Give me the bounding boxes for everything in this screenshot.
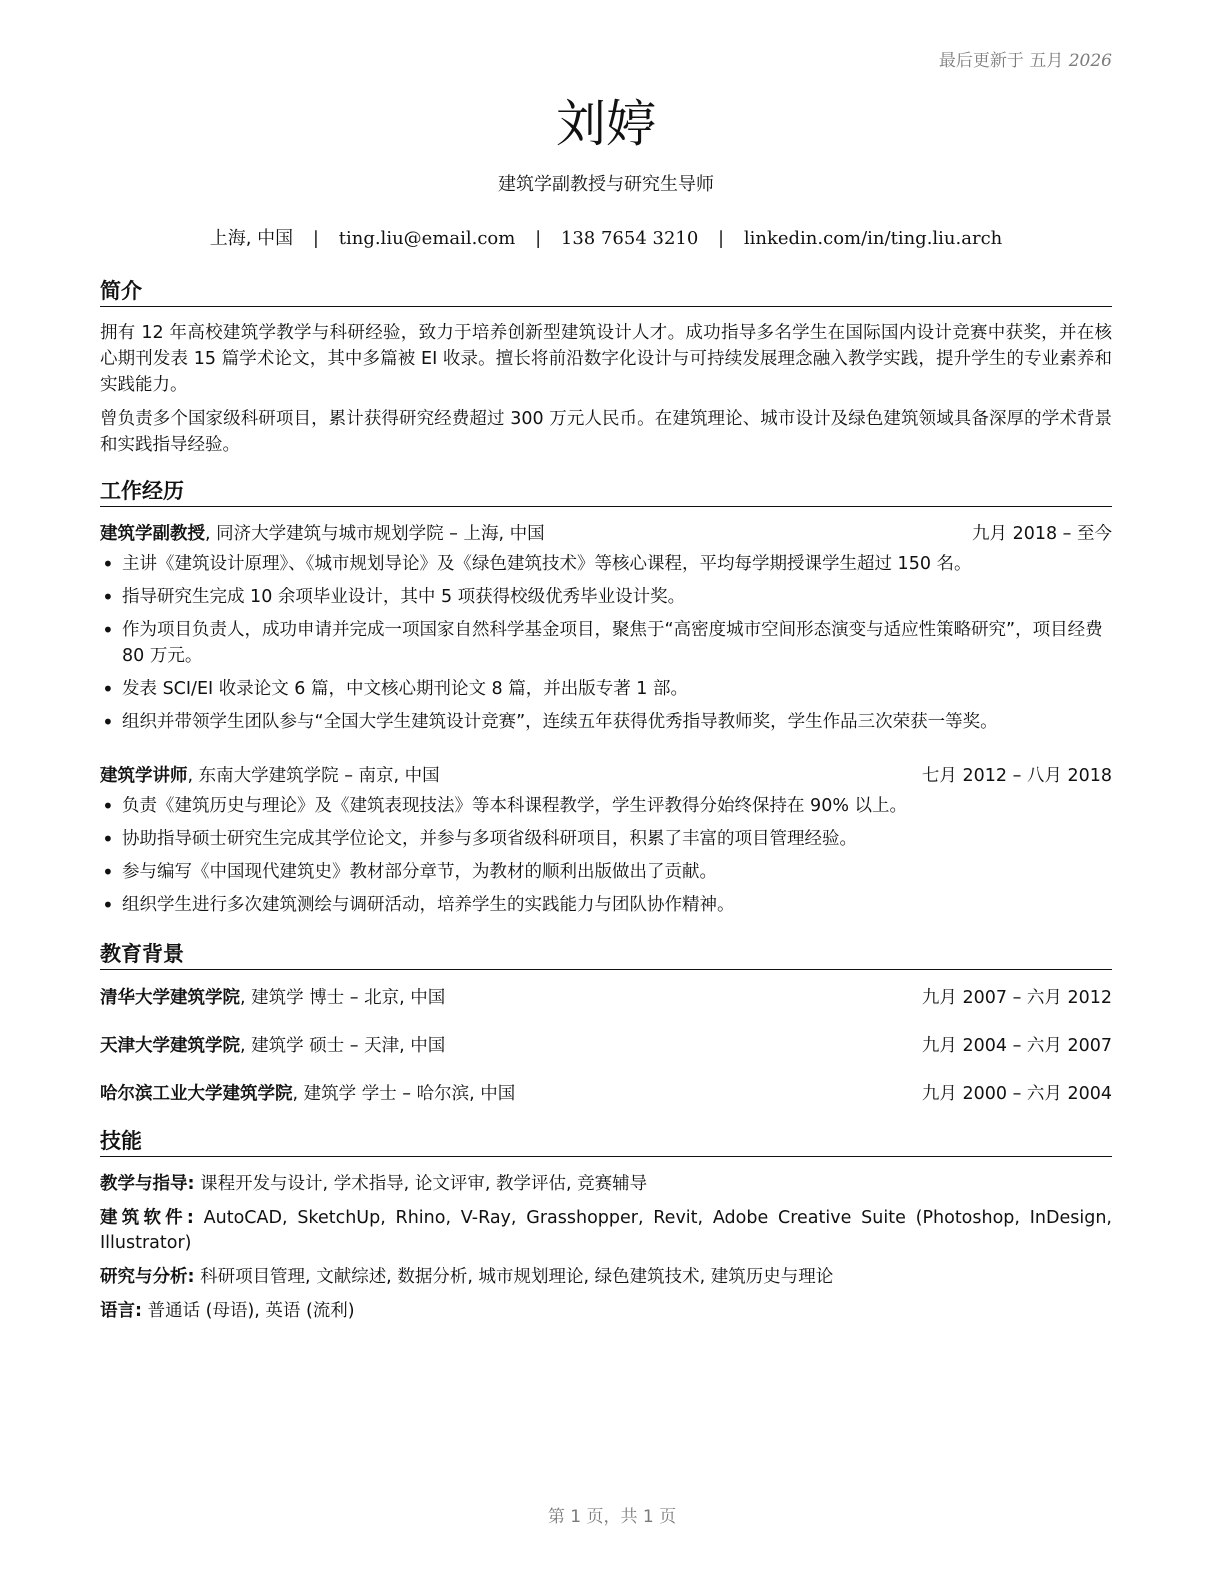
skill-item bbox=[100, 1206, 1112, 1256]
job-bullet: • 组织学生进行多次建筑测绘与调研活动，培养学生的实践能力与团队协作精神。 bbox=[100, 892, 1112, 918]
summary-section bbox=[100, 320, 1112, 466]
skill-label: 教学与指导: bbox=[100, 1174, 195, 1194]
job-bullet: • 发表 SCI/EI 收录论文 6 篇，中文核心期刊论文 8 篇，并出版专著 1 部。 bbox=[100, 676, 1112, 702]
job-bullet: • 协助指导硕士研究生完成其学位论文，并参与多项省级科研项目，积累了丰富的项目管理经验。 bbox=[100, 826, 1112, 852]
skill-label: 建筑软件: bbox=[100, 1208, 194, 1228]
job-bullet: • 主讲《建筑设计原理》、《城市规划导论》及《绿色建筑技术》等核心课程，平均每学期授课学生超过 150 名。 bbox=[100, 551, 1112, 577]
education-school: 清华大学建筑学院 bbox=[100, 988, 240, 1008]
education-school: 天津大学建筑学院 bbox=[100, 1036, 240, 1056]
contact-separator: | bbox=[312, 228, 319, 249]
job-title-line bbox=[100, 521, 545, 547]
section-title-education: 教育背景 bbox=[100, 941, 1112, 970]
job-dates: 七月 2012 – 八月 2018 bbox=[921, 766, 1112, 786]
skill-value: 科研项目管理, 文献综述, 数据分析, 城市规划理论, 绿色建筑技术, 建筑历史与理论 bbox=[194, 1267, 834, 1287]
job-bullet: • 作为项目负责人，成功申请并完成一项国家自然科学基金项目，聚焦于“高密度城市空间形态演变与适应性策略研究”，项目经费 80 万元。 bbox=[100, 617, 1112, 669]
job-bullet: • 指导研究生完成 10 余项毕业设计，其中 5 项获得校级优秀毕业设计奖。 bbox=[100, 584, 1112, 610]
summary-paragraph: 曾负责多个国家级科研项目，累计获得研究经费超过 300 万元人民币。在建筑理论、城市设计及绿色建筑领域具备深厚的学术背景和实践指导经验。 bbox=[100, 409, 1112, 455]
contact-separator: | bbox=[718, 228, 725, 249]
education-school: 哈尔滨工业大学建筑学院 bbox=[100, 1084, 293, 1104]
contact-location: 上海, 中国 bbox=[209, 228, 294, 249]
job-org: , 东南大学建筑学院 – 南京, 中国 bbox=[187, 766, 440, 786]
education-detail: , 建筑学 硕士 – 天津, 中国 bbox=[240, 1036, 446, 1056]
skills-section bbox=[100, 1172, 1112, 1333]
section-title-summary: 简介 bbox=[100, 278, 1112, 307]
job-entry bbox=[100, 521, 1112, 742]
contact-linkedin-link[interactable]: linkedin.com/in/ting.liu.arch bbox=[743, 228, 1003, 249]
skill-label: 语言: bbox=[100, 1301, 142, 1321]
job-bullet: • 负责《建筑历史与理论》及《建筑表现技法》等本科课程教学，学生评教得分始终保持在 90% 以上。 bbox=[100, 793, 1112, 819]
skill-item bbox=[100, 1265, 1112, 1290]
contact-email-link[interactable]: ting.liu@email.com bbox=[338, 228, 516, 249]
job-entry bbox=[100, 763, 1112, 925]
job-bullets bbox=[100, 793, 1112, 918]
skill-item bbox=[100, 1172, 1112, 1197]
section-title-experience: 工作经历 bbox=[100, 478, 1112, 507]
skill-value: 普通话 (母语), 英语 (流利) bbox=[142, 1301, 355, 1321]
job-bullets bbox=[100, 551, 1112, 735]
page-footer: 第 1 页，共 1 页 bbox=[547, 1507, 677, 1527]
education-dates: 九月 2004 – 六月 2007 bbox=[921, 1036, 1112, 1056]
education-title-line bbox=[100, 1081, 515, 1107]
education-item bbox=[100, 1033, 1112, 1059]
skill-value: 课程开发与设计, 学术指导, 论文评审, 教学评估, 竞赛辅导 bbox=[194, 1174, 648, 1194]
education-title-line bbox=[100, 985, 445, 1011]
contact-line bbox=[100, 224, 1112, 250]
last-updated-year: 2026 bbox=[1068, 51, 1112, 71]
contact-separator: | bbox=[535, 228, 542, 249]
skill-value: AutoCAD, SketchUp, Rhino, V-Ray, Grasshopper, Revit, Adobe Creative Suite (Photoshop, InDesign, Illustrator) bbox=[100, 1208, 1112, 1253]
contact-phone: 138 7654 3210 bbox=[560, 228, 699, 249]
job-role: 建筑学副教授 bbox=[100, 524, 205, 544]
section-title-skills: 技能 bbox=[100, 1128, 1112, 1157]
candidate-name: 刘婷 bbox=[556, 95, 656, 153]
education-item bbox=[100, 1081, 1112, 1107]
education-detail: , 建筑学 学士 – 哈尔滨, 中国 bbox=[292, 1084, 516, 1104]
job-bullet: • 参与编写《中国现代建筑史》教材部分章节，为教材的顺利出版做出了贡献。 bbox=[100, 859, 1112, 885]
last-updated bbox=[939, 46, 1112, 71]
last-updated-label: 最后更新于 五月 bbox=[938, 51, 1064, 71]
job-header bbox=[100, 763, 1112, 789]
job-header bbox=[100, 521, 1112, 547]
skill-item bbox=[100, 1299, 1112, 1324]
education-item bbox=[100, 985, 1112, 1011]
education-title-line bbox=[100, 1033, 445, 1059]
education-detail: , 建筑学 博士 – 北京, 中国 bbox=[240, 988, 446, 1008]
summary-paragraph: 拥有 12 年高校建筑学教学与科研经验，致力于培养创新型建筑设计人才。成功指导多名学生在国际国内设计竞赛中获奖，并在核心期刊发表 15 篇学术论文，其中多篇被 EI 收录。擅长将前沿数字化设计与可持续发展理念融入教学实践，提升学生的专业素养和实践能力。 bbox=[100, 323, 1112, 395]
education-dates: 九月 2007 – 六月 2012 bbox=[921, 988, 1112, 1008]
skill-label: 研究与分析: bbox=[100, 1267, 195, 1287]
job-role: 建筑学讲师 bbox=[100, 766, 188, 786]
job-org: , 同济大学建筑与城市规划学院 – 上海, 中国 bbox=[205, 524, 545, 544]
education-dates: 九月 2000 – 六月 2004 bbox=[921, 1084, 1112, 1104]
job-bullet: • 组织并带领学生团队参与“全国大学生建筑设计竞赛”，连续五年获得优秀指导教师奖，学生作品三次荣获一等奖。 bbox=[100, 709, 1112, 735]
job-dates: 九月 2018 – 至今 bbox=[972, 524, 1112, 544]
candidate-headline: 建筑学副教授与研究生导师 bbox=[498, 174, 714, 195]
education-section bbox=[100, 985, 1112, 1129]
job-title-line bbox=[100, 763, 440, 789]
